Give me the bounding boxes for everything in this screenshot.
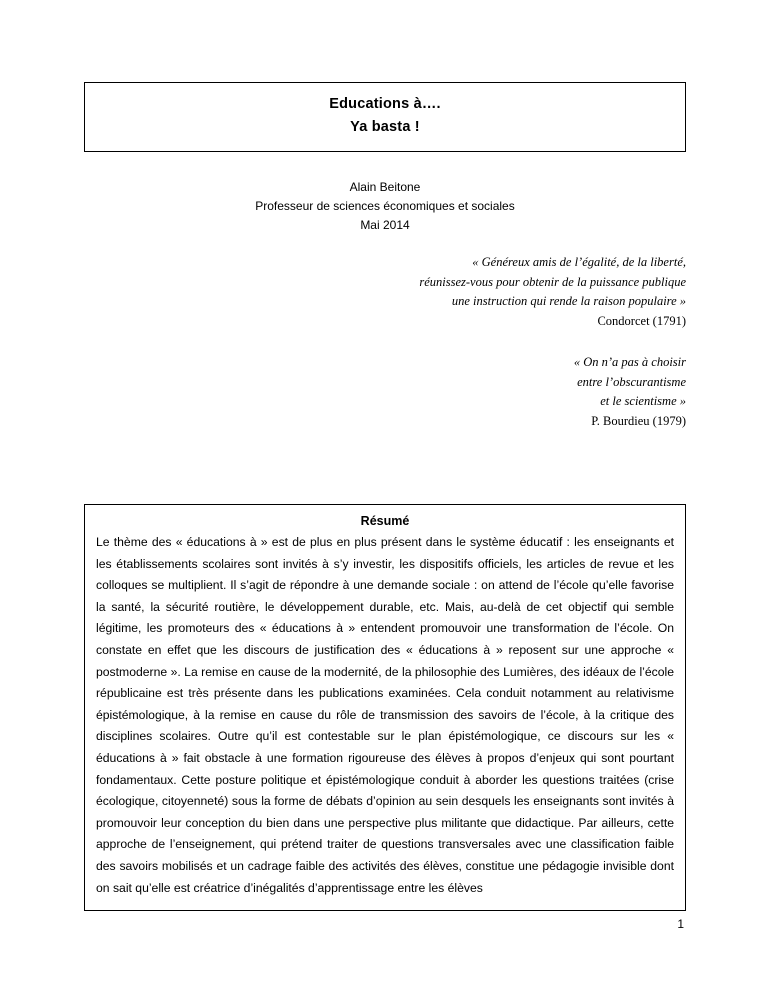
epigraph-condorcet-line-3: une instruction qui rende la raison populaire » <box>451 294 686 308</box>
epigraph-bourdieu-attribution: P. Bourdieu (1979) <box>591 413 686 428</box>
epigraph-condorcet-attribution: Condorcet (1791) <box>597 313 686 328</box>
author-block <box>84 178 686 235</box>
author-affiliation: Professeur de sciences économiques et sociales <box>255 199 515 213</box>
publication-date: Mai 2014 <box>360 218 410 232</box>
epigraph-condorcet-line-2: réunissez-vous pour obtenir de la puissance publique <box>419 274 686 289</box>
epigraph-bourdieu-line-2: entre l’obscurantisme <box>577 374 686 389</box>
epigraph-bourdieu-line-3: et le scientisme » <box>600 394 686 408</box>
epigraph-bourdieu <box>84 353 686 431</box>
abstract-heading: Résumé <box>360 514 410 528</box>
author-name: Alain Beitone <box>349 180 421 194</box>
abstract-body: Le thème des « éducations à » est de plus en plus présent dans le système éducatif : les enseignants et les établissements scolaires sont invités à s’y investir, les dispositifs officiels, les articles de revue et les colloques se multiplient. Il s’agit de répondre à une demande sociale : on attend de l’école qu’elle favorise la santé, la sécurité routière, le développement durable, etc. Mais, au-delà de cet objectif qui semble légitime, les promoteurs des « éducations à » entendent promouvoir une transformation de l’école. On constate en effet que les discours de justification des « éducations à » reposent sur une approche « postmoderne ». La remise en cause de la modernité, de la philosophie des Lumières, des idéaux de l’école républicaine est très présente dans les publications examinées. Cela conduit notamment au relativisme épistémologique, à la remise en cause du rôle de transmission des savoirs de l’école, à la critique des disciplines scolaires. Outre qu’il est contestable sur le plan épistémologique, ce discours sur les « éducations à » fait obstacle à une formation rigoureuse des élèves à propos d’enjeux qui sont pourtant fondamentaux. Cette posture politique et épistémologique conduit à aborder les questions traitées (crise écologique, citoyenneté) sous la forme de débats d’opinion au sein desquels les enseignants sont invités à promouvoir leur conception du bien dans une perspective plus militante que didactique. Par ailleurs, cette approche de l’enseignement, qui prétend traiter de questions transversales avec une classification faible des savoirs mobilisés et un cadrage faible des activités des élèves, constitue une pédagogie invisible dont on sait qu’elle est créatrice d’inégalités d’apprentissage entre les élèves <box>96 535 674 895</box>
title-box <box>84 82 686 152</box>
epigraph-condorcet-line-1: « Généreux amis de l’égalité, de la liberté, <box>472 255 686 269</box>
document-title-line-1: Educations à…. <box>329 96 441 112</box>
document-title-line-2: Ya basta ! <box>350 119 420 135</box>
epigraph-condorcet <box>84 253 686 331</box>
page-number: 1 <box>677 917 684 931</box>
abstract-box <box>84 504 686 911</box>
page-content <box>84 82 686 911</box>
epigraph-bourdieu-line-1: « On n’a pas à choisir <box>573 355 686 369</box>
